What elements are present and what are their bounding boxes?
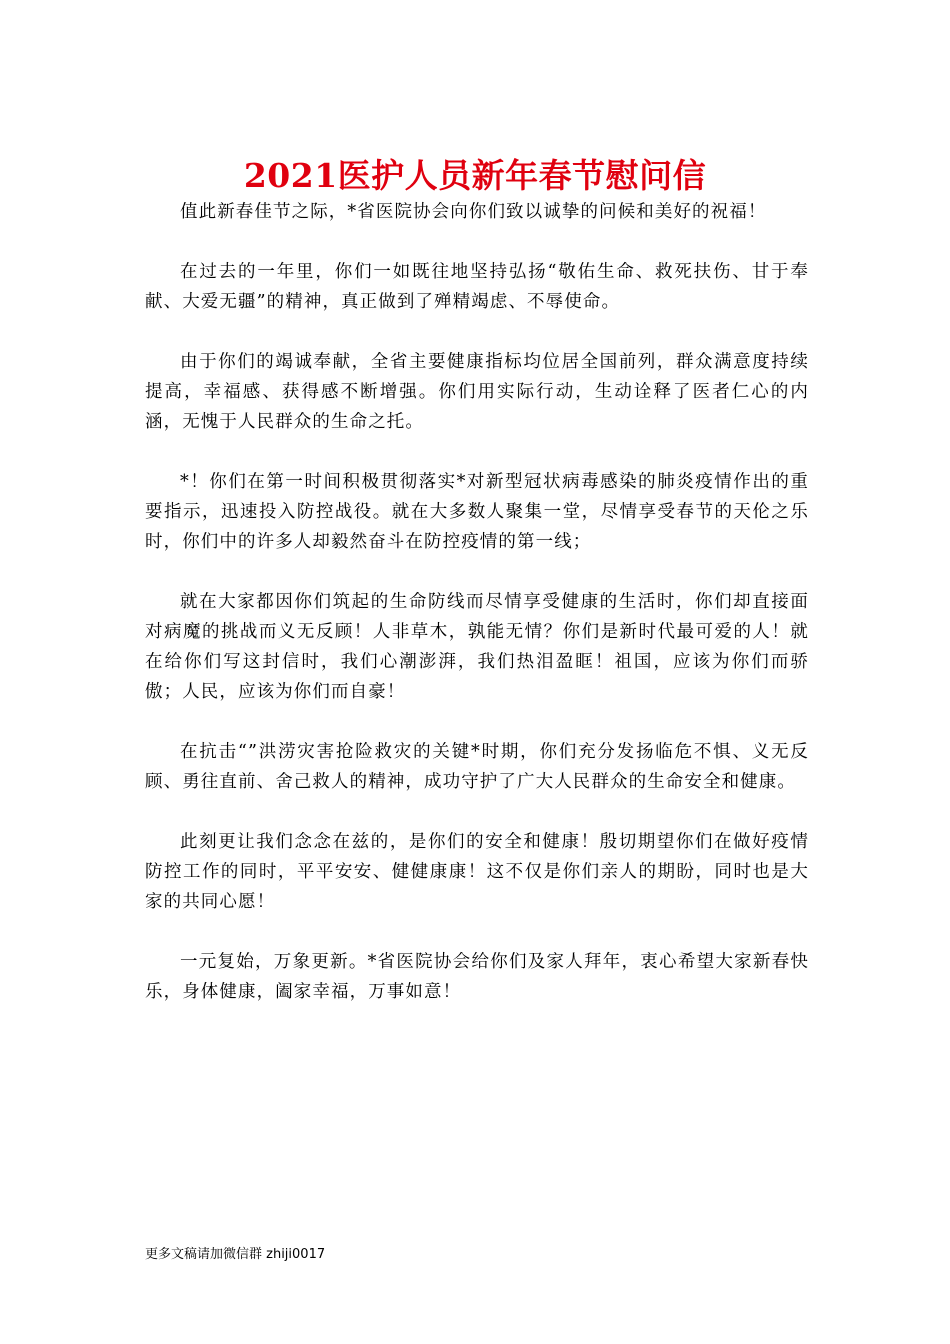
paragraph-safety: 此刻更让我们念念在兹的，是你们的安全和健康！殷切期望你们在做好疫情防控工作的同时，平平安安、健健康康！这不仅是你们亲人的期盼，同时也是大家的共同心愿！: [145, 832, 809, 912]
letter-body: [145, 197, 809, 1037]
footer-note: 更多文稿请加微信群 zhiji0017: [145, 1247, 326, 1262]
paragraph-flood-relief: 在抗击“”洪涝灾害抢险救灾的关键*时期，你们充分发扬临危不惧、义无反顾、勇往直前、舍己救人的精神，成功守护了广大人民群众的生命安全和健康。: [145, 742, 809, 792]
document-title: 2021医护人员新年春节慰问信: [243, 156, 707, 195]
paragraph-new-year-wishes: 一元复始，万象更新。*省医院协会给你们及家人拜年，衷心希望大家新春快乐，身体健康，阖家幸福，万事如意！: [145, 952, 809, 1002]
paragraph-dedication: 由于你们的竭诚奉献，全省主要健康指标均位居全国前列，群众满意度持续提高，幸福感、获得感不断增强。你们用实际行动，生动诠释了医者仁心的内涵，无愧于人民群众的生命之托。: [145, 352, 809, 432]
paragraph-epidemic: *！你们在第一时间积极贯彻落实*对新型冠状病毒感染的肺炎疫情作出的重要指示，迅速投入防控战役。就在大多数人聚集一堂，尽情享受春节的天伦之乐时，你们中的许多人却毅然奋斗在防控疫情的第一线；: [145, 472, 809, 552]
paragraph-greeting: 值此新春佳节之际，*省医院协会向你们致以诚挚的问候和美好的祝福！: [180, 202, 767, 222]
paragraph-past-year: 在过去的一年里，你们一如既往地坚持弘扬“敬佑生命、救死扶伤、甘于奉献、大爱无疆”的精神，真正做到了殚精竭虑、不辱使命。: [145, 262, 809, 312]
paragraph-frontline: 就在大家都因你们筑起的生命防线而尽情享受健康的生活时，你们却直接面对病魔的挑战而义无反顾！人非草木，孰能无情？你们是新时代最可爱的人！就在给你们写这封信时，我们心潮澎湃，我们热泪盈眶！祖国，应该为你们而骄傲；人民，应该为你们而自豪！: [145, 592, 809, 702]
